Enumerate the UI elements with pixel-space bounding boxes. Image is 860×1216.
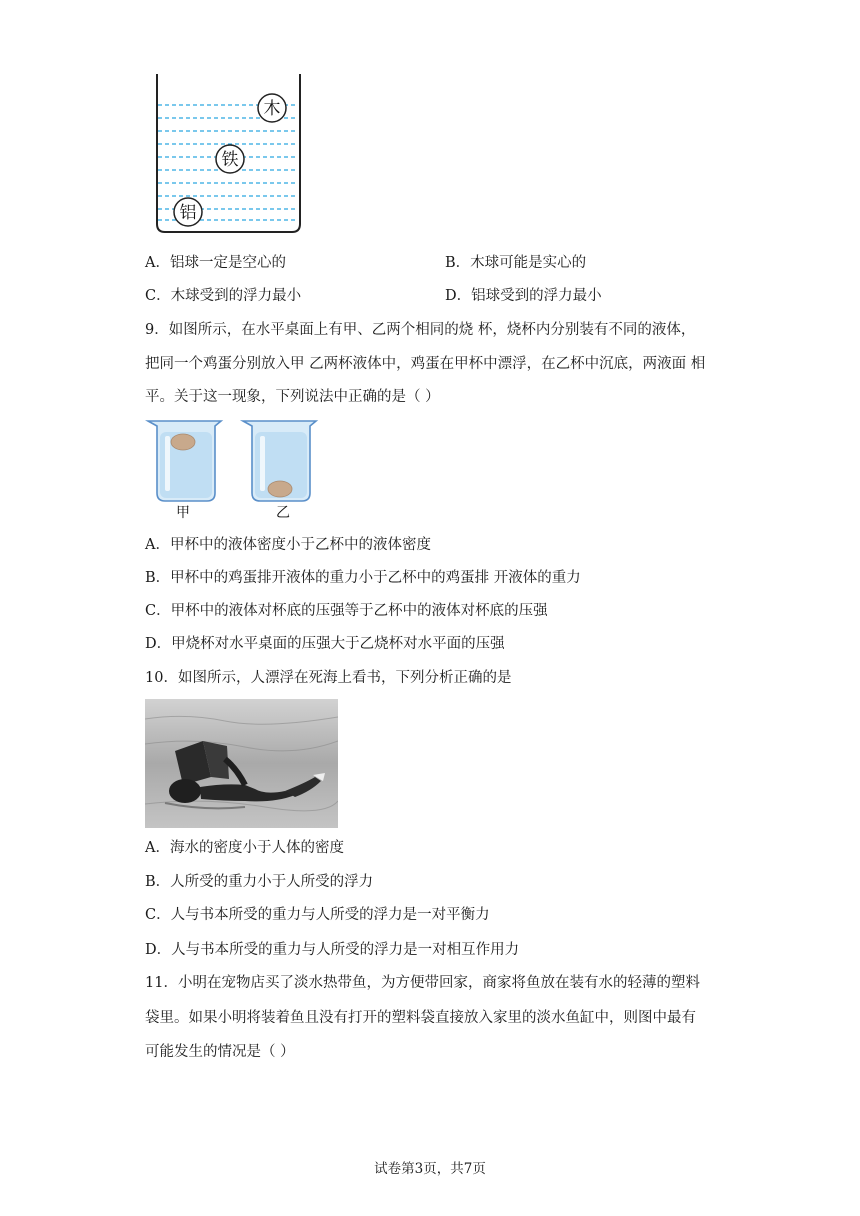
aluminum-ball (174, 198, 202, 226)
three-balls-container-figure (150, 72, 310, 237)
q10-option-b: B．人所受的重力小于人所受的浮力 (145, 874, 374, 890)
q9-option-d: D．甲烧杯对水平桌面的压强大于乙烧杯对水平面的压强 (145, 636, 505, 652)
q10-option-a: A．海水的密度小于人体的密度 (145, 840, 344, 856)
q10-option-c: C．人与书本所受的重力与人所受的浮力是一对平衡力 (145, 907, 490, 923)
dead-sea-reader-photo (145, 699, 338, 828)
q8-option-c: C．木球受到的浮力最小 (145, 288, 302, 304)
aluminum-ball-label: 铝 (179, 203, 197, 223)
q11-stem-line-3: 可能发生的情况是（ ） (145, 1044, 295, 1060)
egg-floating (171, 434, 195, 450)
beaker-left-label: 甲 (176, 505, 190, 521)
two-beakers-figure (145, 418, 330, 523)
q9-stem-line-2: 把同一个鸡蛋分别放入甲 乙两杯液体中，鸡蛋在甲杯中漂浮，在乙杯中沉底，两液面 相 (145, 356, 706, 372)
egg-sunk (268, 481, 292, 497)
q8-option-b: B．木球可能是实心的 (445, 255, 587, 271)
beaker-left (148, 421, 221, 501)
iron-ball (216, 145, 244, 173)
q10-stem: 10．如图所示，人漂浮在死海上看书，下列分析正确的是 (145, 670, 512, 686)
q10-option-d: D．人与书本所受的重力与人所受的浮力是一对相互作用力 (145, 942, 520, 958)
q8-option-d: D．铝球受到的浮力最小 (445, 288, 602, 304)
q9-stem-line-1: 9．如图所示，在水平桌面上有甲、乙两个相同的烧 杯，烧杯内分别装有不同的液体， (145, 322, 696, 338)
q11-stem-line-1: 11．小明在宠物店买了淡水热带鱼，为方便带回家，商家将鱼放在装有水的轻薄的塑料 (145, 975, 700, 991)
q9-option-b: B．甲杯中的鸡蛋排开液体的重力小于乙杯中的鸡蛋排 开液体的重力 (145, 570, 581, 586)
iron-ball-label: 铁 (221, 150, 239, 170)
q9-stem-line-3: 平。关于这一现象，下列说法中正确的是（ ） (145, 389, 440, 405)
beaker-right (243, 421, 316, 501)
q9-option-a: A．甲杯中的液体密度小于乙杯中的液体密度 (145, 537, 431, 553)
q9-option-c: C．甲杯中的液体对杯底的压强等于乙杯中的液体对杯底的压强 (145, 603, 548, 619)
page-footer: 试卷第3页，共7页 (374, 1161, 486, 1177)
wood-ball-label: 木 (263, 99, 281, 119)
q8-option-a: A．铝球一定是空心的 (145, 255, 286, 271)
q11-stem-line-2: 袋里。如果小明将装着鱼且没有打开的塑料袋直接放入家里的淡水鱼缸中，则图中最有 (145, 1010, 696, 1026)
beaker-right-label: 乙 (276, 505, 290, 521)
wood-ball (258, 94, 286, 122)
